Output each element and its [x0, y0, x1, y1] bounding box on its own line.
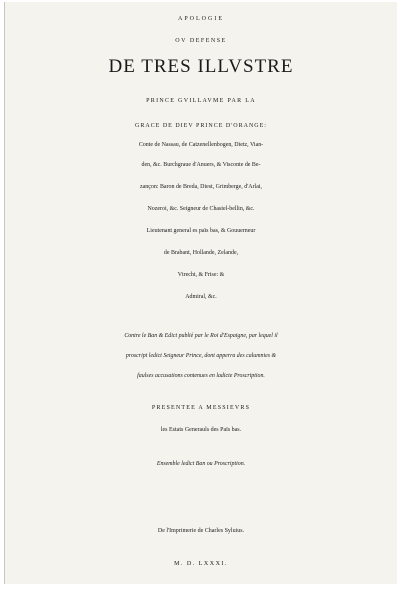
title-de-tres-illustre: DE TRES ILLVSTRE — [108, 56, 294, 77]
ensemble-note: Ensemble ledict Ban ou Proscription. — [156, 461, 246, 467]
subtitle-line: Contre le Ban & Edict publié par le Roi d'Espaigne, par lequel il — [124, 333, 278, 339]
title-prince-guillaume: PRINCE GVILLAVME PAR LA — [146, 98, 256, 104]
titles-line: de Brabant, Hollande, Zelande, — [163, 250, 239, 256]
title-page — [4, 2, 397, 584]
titles-line: Conte de Nassau, de Catzenellenbogen, Dietz, Vian- — [138, 142, 264, 148]
publication-date: M. D. LXXXI. — [174, 561, 228, 567]
subtitle-line: faulses accusations contenues en ladicte Proscription. — [137, 373, 265, 379]
imprint: De l'Imprimerie de Charles Syluius. — [157, 528, 245, 534]
presentation-estates: les Estats Generauls des Païs bas. — [160, 427, 242, 433]
titles-line: Lieutenant general es païs bas, & Gouuerneur — [146, 228, 256, 234]
title-grace-de-dieu: GRACE DE DIEV PRINCE D'ORANGE: — [135, 123, 267, 129]
titles-line: Vtrecht, & Frise: & — [177, 272, 225, 278]
presentation-heading: PRESENTEE A MESSIEVRS — [151, 405, 251, 411]
titles-line: zançon: Baron de Breda, Diest, Grimberge, d'Arlai, — [140, 184, 262, 190]
titles-line: den, &c. Burchgraue d'Anuers, & Visconte de Be- — [141, 162, 261, 168]
title-ou-defense: OV DEFENSE — [175, 38, 227, 44]
subtitle-line: proscript ledict Seigneur Prince, dont apperra des calumnies & — [125, 353, 277, 359]
titles-line: Nozeroi, &c. Seigneur de Chastel-bellin, &c. — [147, 206, 255, 212]
title-apologie: APOLOGIE — [178, 16, 224, 22]
titles-line: Admiral, &c. — [185, 294, 217, 300]
